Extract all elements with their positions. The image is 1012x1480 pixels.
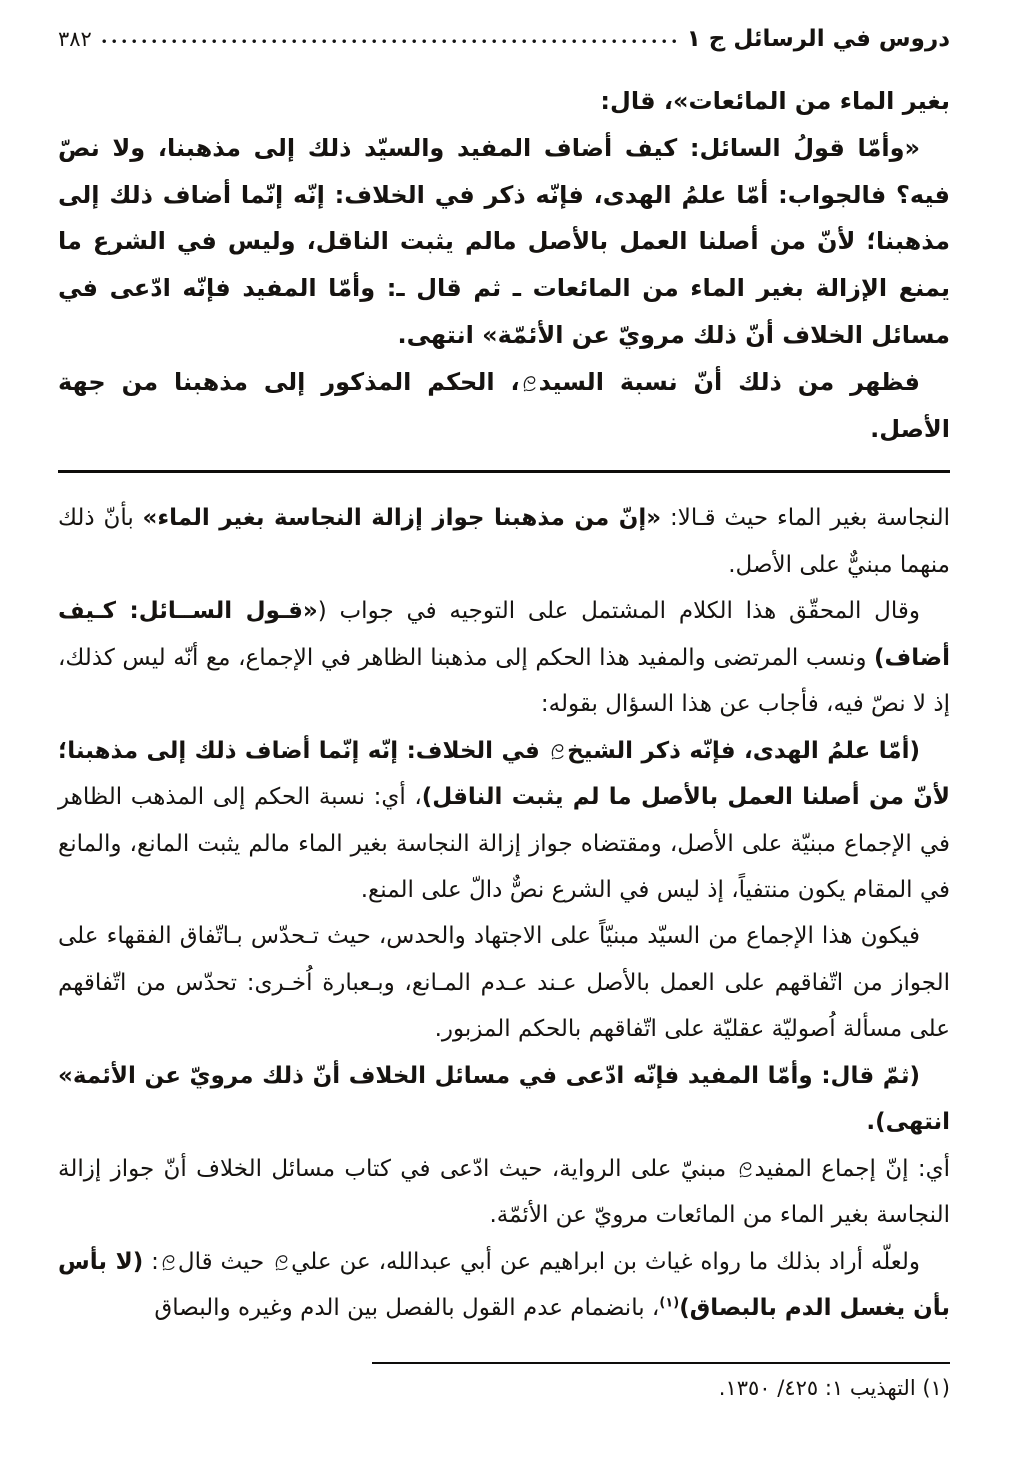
paragraph: [58, 125, 950, 359]
honorific-quddisa-sirruh-icon: [522, 374, 537, 392]
quoted-run: (لا بأس بأن يغسل الدم بالبصاق): [58, 1248, 950, 1322]
text-run: بأنّ ذلك منهما مبنيٌّ على الأصل.: [58, 505, 950, 578]
paragraph: [58, 588, 950, 727]
text-run: فيكون هذا الإجماع من السيّد مبنيّاً على الاجتهاد والحدس، حيث تـحدّس بـاتّفاق الفقهاء على الجواز من اتّفاقهم على العمل بالأصل عـند عـدم المـانع، وبـعبارة اُخـرى: تحدّس من اتّفاقهم على مسألة اُصوليّة عقليّة على اتّفاقهم بالحكم المزبور.: [58, 923, 950, 1043]
footnote-marker: (١): [659, 1295, 680, 1311]
quoted-run: «قـول الســائل: كـيف أضاف): [58, 598, 950, 671]
honorific-quddisa-sirruh-icon: [738, 1160, 753, 1178]
text-run: بغير الماء من المائعات»، قال:: [600, 87, 950, 115]
text-run: وقال المحقّق هذا الكلام المشتمل على التوجيه في جواب (: [317, 598, 920, 625]
text-run: :: [143, 1248, 159, 1275]
paragraph: [58, 1146, 950, 1239]
footnote-area: [58, 1362, 950, 1400]
text-run: ولعلّه أراد بذلك ما رواه غياث بن ابراهيم عن أبي عبدالله، عن علي: [291, 1248, 921, 1275]
text-run: «وأمّا قولُ السائل: كيف أضاف المفيد والسيّد ذلك إلى مذهبنا، ولا نصّ فيه؟ فالجواب: أمّا علمُ الهدى، فإنّه ذكر في الخلاف: إنّه إنّما أضاف ذلك إلى مذهبنا؛ لأنّ من أصلنا العمل بالأصل مالم يثبت الناقل، وليس في الشرع ما يمنع الإزالة بغير الماء من المائعات ـ ثم قال ـ: وأمّا المفيد فإنّه ادّعى في مسائل الخلاف أنّ ذلك مرويّ عن الأئمّة» انتهى.: [58, 133, 950, 349]
commentary-block: [58, 495, 950, 1331]
footnote-text: (١) التهذيب ١: ٤٢٥‏/ ١٣٥٠.: [718, 1375, 950, 1400]
honorific-quddisa-sirruh-icon: [550, 742, 565, 760]
paragraph: [58, 1239, 950, 1332]
paragraph: [58, 359, 950, 453]
paragraph: [58, 78, 950, 125]
honorific-alayhis-salam-icon: [161, 1253, 176, 1271]
paragraph: [58, 1053, 950, 1146]
page-header: [58, 26, 950, 52]
quoted-run: في الخلاف: إنّه إنّما أضاف ذلك إلى مذهبنا؛ لأنّ من أصلنا العمل بالأصل ما لم يثبت الناقل): [58, 737, 950, 811]
text-run: ، أي: نسبة الحكم إلى المذهب الظاهر في الإجماع مبنيّة على الأصل، ومقتضاه جواز إزالة النجاسة بغير الماء مالم يثبت المانع، والمانع في المقام يكون منتفياً، إذ ليس في الشرع نصٌّ دالّ على المنع.: [58, 784, 950, 903]
running-title: دروس في الرسائل ج ١: [686, 26, 950, 52]
quoted-run: (ثمّ قال: وأمّا المفيد فإنّه ادّعى في مسائل الخلاف أنّ ذلك مرويّ عن الأئمة» انتهى).: [58, 1062, 950, 1136]
footnote: [58, 1376, 950, 1400]
text-run: ، بانضمام عدم القول بالفصل بين الدم وغيره والبصاق: [154, 1295, 660, 1322]
paragraph: [58, 913, 950, 1052]
dotted-leader: [102, 39, 677, 44]
quoted-run: (أمّا علمُ الهدى، فإنّه ذكر الشيخ: [567, 737, 920, 764]
text-run: ، الحكم المذكور إلى مذهبنا من جهة الأصل.: [58, 367, 950, 443]
text-run: أي: إنّ إجماع المفيد: [754, 1155, 950, 1182]
paragraph: [58, 495, 950, 588]
text-run: ونسب المرتضى والمفيد هذا الحكم إلى مذهبنا الظاهر في الإجماع، مع أنّه ليس كذلك، إذ لا نصّ فيه، فأجاب عن هذا السؤال بقوله:: [58, 644, 950, 718]
text-run: مبنيّ على الرواية، حيث ادّعى في كتاب مسائل الخلاف أنّ جواز إزالة النجاسة بغير الماء من المائعات مرويّ عن الأئمّة.: [58, 1155, 950, 1229]
honorific-alayhis-salam-icon: [274, 1253, 289, 1271]
text-run: فظهر من ذلك أنّ نسبة السيد: [538, 367, 920, 396]
footnote-divider: [372, 1362, 950, 1364]
text-run: النجاسة بغير الماء حيث قـالا:: [661, 505, 950, 532]
section-divider: [58, 470, 950, 473]
quoted-text-block: [58, 78, 950, 452]
quoted-run: «إنّ من مذهبنا جواز إزالة النجاسة بغير الماء»: [142, 505, 662, 532]
text-run: حيث قال: [177, 1248, 273, 1275]
page-number: ٣٨٢: [58, 27, 92, 51]
paragraph: [58, 728, 950, 914]
